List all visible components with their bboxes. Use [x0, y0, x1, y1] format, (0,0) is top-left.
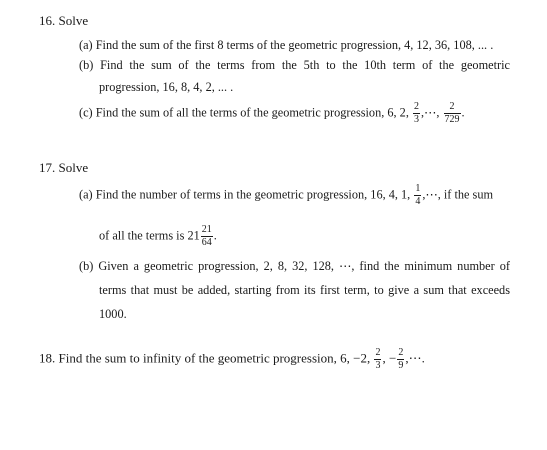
question-17a-line2	[99, 225, 217, 248]
question-16a: (a) Find the sum of the first 8 terms of the geometric progression, 4, 12, 36, 108, ... .	[79, 38, 494, 52]
fraction-denominator: 3	[413, 114, 419, 125]
question-18-prefix: 18. Find the sum to infinity of the geometric progression, 6, −2,	[39, 350, 371, 366]
question-16b-line2: progression, 16, 8, 4, 2, ... .	[99, 80, 234, 94]
fraction-denominator: 9	[398, 360, 404, 371]
fraction-denominator: 729	[444, 114, 460, 125]
question-17a-prefix: (a) Find the number of terms in the geometric progression, 16, 4, 1,	[79, 187, 411, 202]
question-17a-line2-suffix: .	[213, 228, 217, 243]
fraction	[413, 102, 420, 125]
question-16b-line1: (b) Find the sum of the terms from the 5th to the 10th term of the geometric	[79, 58, 510, 72]
question-17b-line3: 1000.	[99, 307, 127, 321]
fraction-numerator: 2	[413, 101, 419, 112]
question-18-mid: , −	[382, 350, 397, 366]
question-17b-line1: (b) Given a geometric progression, 2, 8, 32, 128, ⋯, find the minimum number of	[79, 259, 510, 273]
fraction-denominator: 3	[375, 360, 381, 371]
question-17a-suffix: ,⋯, if the sum	[422, 187, 494, 202]
question-17a-line2-prefix: of all the terms is 21	[99, 228, 200, 243]
question-18-suffix: ,⋯.	[405, 350, 425, 366]
fraction-numerator: 2	[444, 102, 461, 114]
question-17b-line2: terms that must be added, starting from its first term, to give a sum that exceeds	[99, 283, 510, 297]
fraction-numerator: 21	[201, 224, 212, 235]
question-17a-line1	[79, 184, 493, 207]
question-17-title: 17. Solve	[39, 160, 89, 175]
fraction	[397, 348, 404, 371]
fraction-numerator: 1	[415, 183, 421, 194]
fraction	[201, 225, 213, 248]
fraction-numerator: 2	[375, 347, 381, 358]
question-16c-prefix: (c) Find the sum of all the terms of the geometric progression, 6, 2,	[79, 105, 409, 120]
fraction	[444, 102, 461, 125]
fraction	[374, 348, 381, 371]
question-16c-mid: ,⋯,	[420, 105, 440, 120]
fraction-numerator: 2	[398, 347, 404, 358]
question-16-title: 16. Solve	[39, 13, 89, 28]
fraction-denominator: 64	[201, 237, 212, 248]
question-18	[39, 348, 425, 371]
question-16c	[79, 102, 465, 125]
question-16c-suffix: .	[461, 105, 465, 120]
fraction-denominator: 4	[415, 196, 421, 207]
fraction	[414, 184, 421, 207]
